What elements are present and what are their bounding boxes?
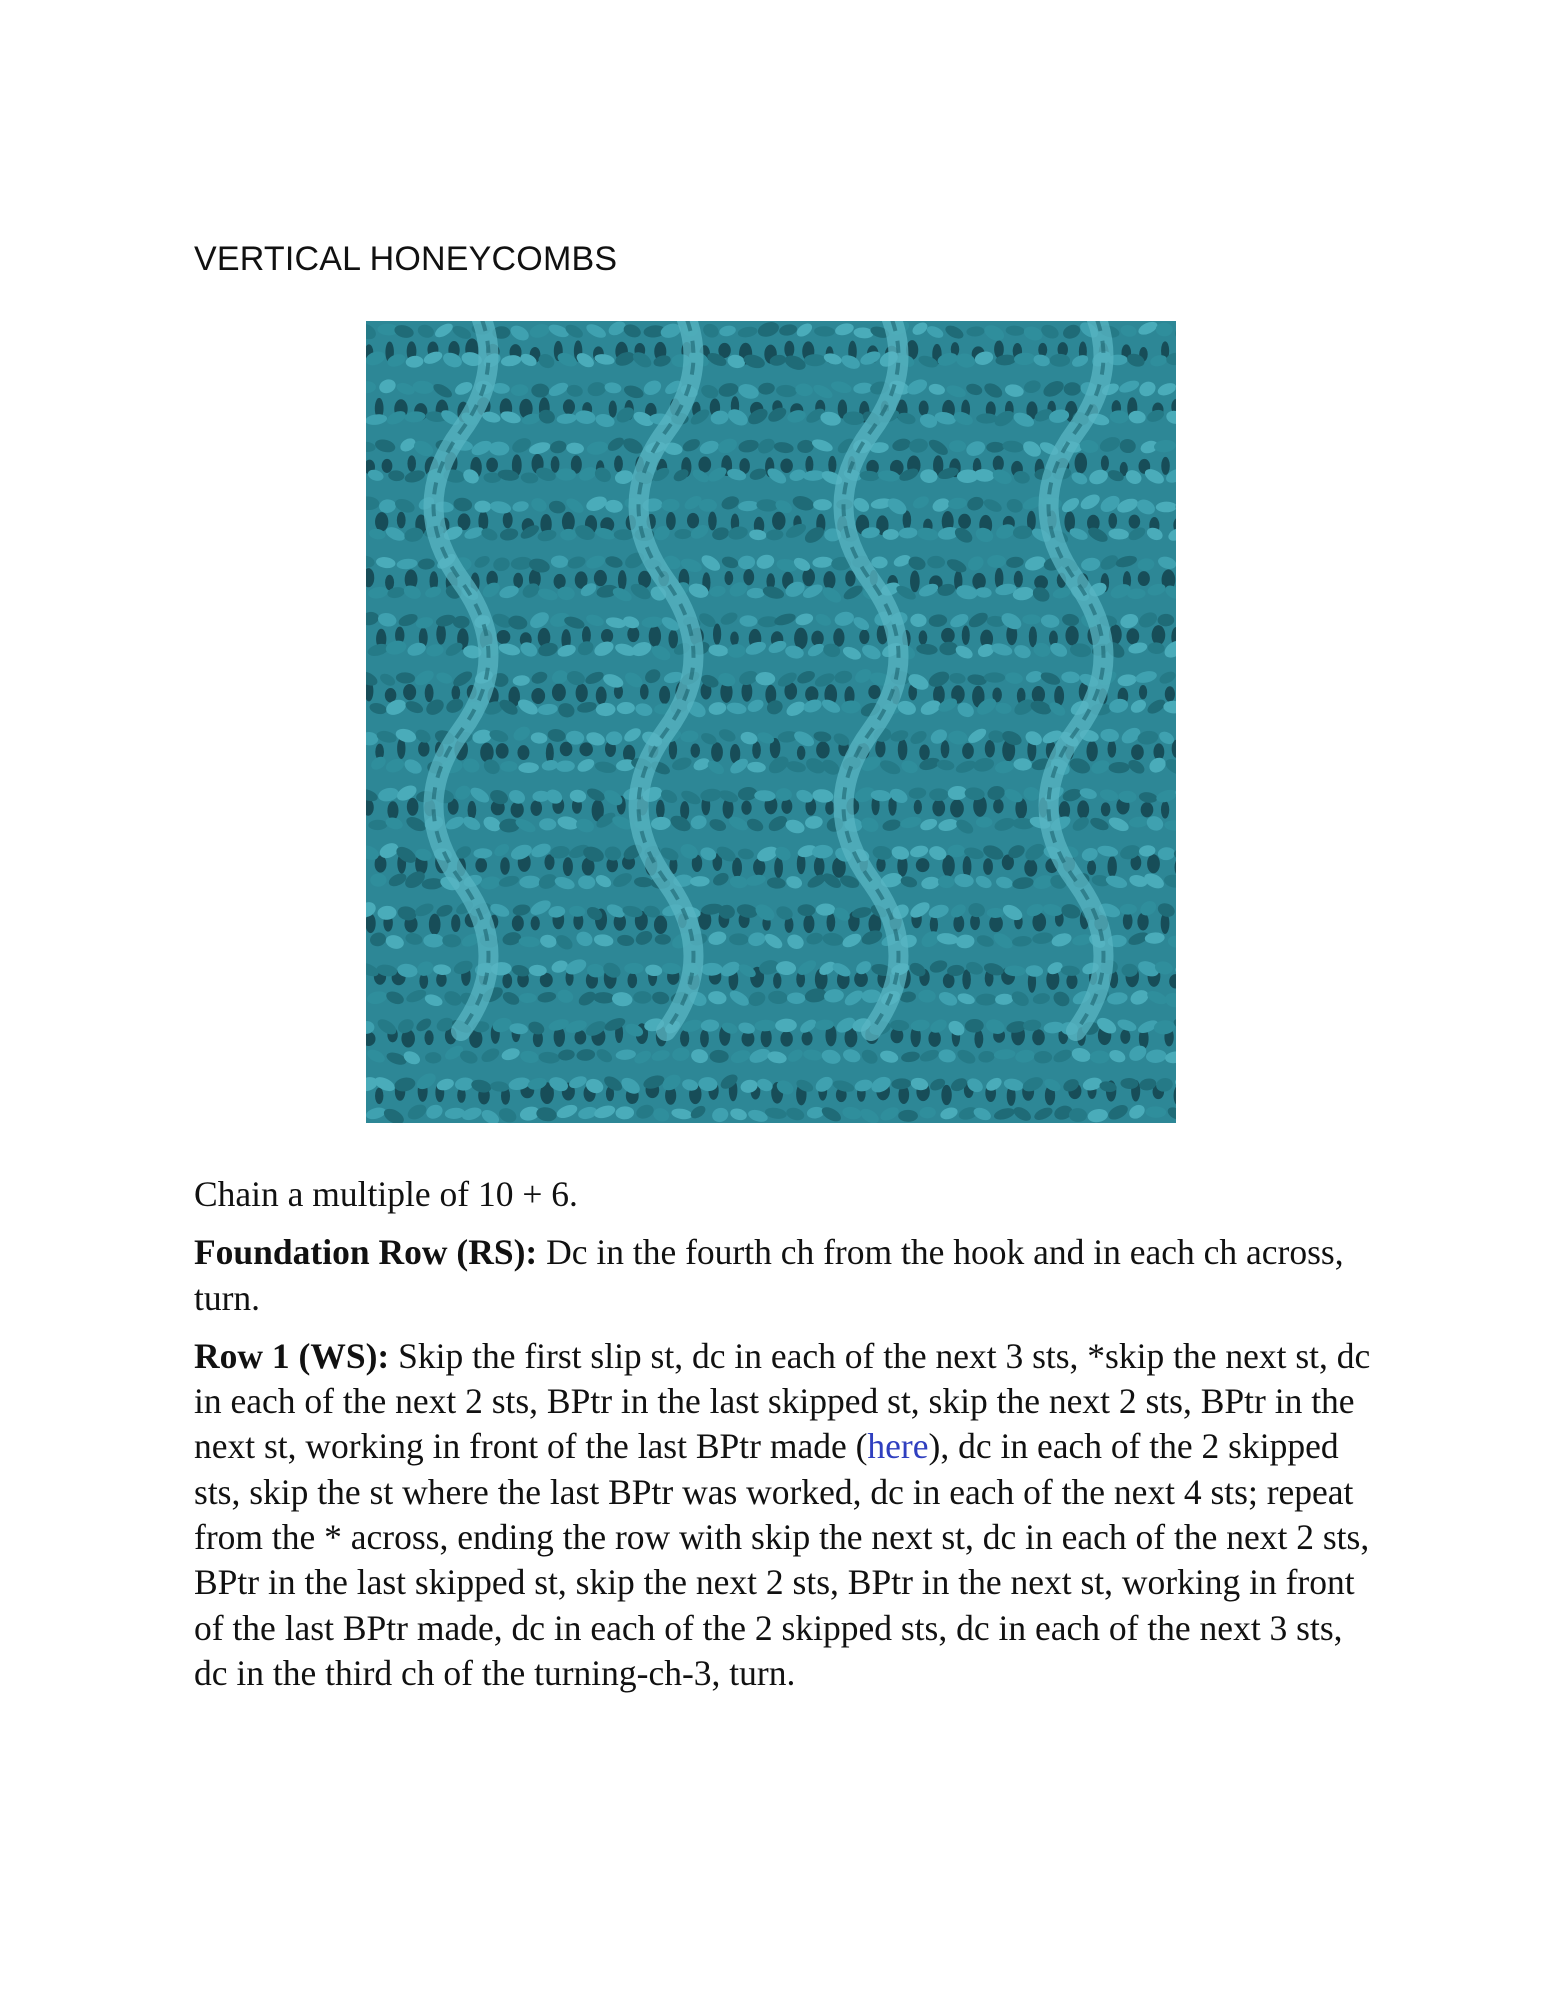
crochet-swatch-photo [366,321,1176,1123]
row1-text-before-link: Skip the first slip st, dc in each of the next 3 sts, *skip the next st, dc in each of the next 2 sts, BPtr in the last skipped st, skip the next 2 sts, BPtr in the next st, working in front of the last BPtr made ( [194,1335,1371,1467]
here-link[interactable]: here [867,1426,929,1467]
intro-paragraph [194,1172,1374,1217]
foundation-row-paragraph [194,1230,1374,1321]
pattern-instructions [194,1172,1374,1709]
intro-text: Chain a multiple of 10 + 6. [194,1174,578,1214]
row1-paragraph [194,1334,1374,1696]
crochet-swatch-icon [366,321,1176,1123]
page-title: VERTICAL HONEYCOMBS [194,240,618,278]
row1-text-after-link: ), dc in each of the 2 skipped sts, skip the st where the last BPtr was worked, dc in each of the next 4 sts; repeat from the * across, ending the row with skip the next st, dc in each of the next 2 sts, BPtr in the last skipped st, skip the next 2 sts, BPtr in the next st, working in front of the last BPtr made, dc in each of the 2 skipped sts, dc in each of the next 3 sts, dc in the third ch of the turning-ch-3, turn. [194,1426,1370,1693]
foundation-row-text: Dc in the fourth ch from the hook and in each ch across, turn. [194,1232,1344,1318]
foundation-row-label: Foundation Row (RS): [194,1232,538,1273]
row1-label: Row 1 (WS): [194,1335,390,1376]
